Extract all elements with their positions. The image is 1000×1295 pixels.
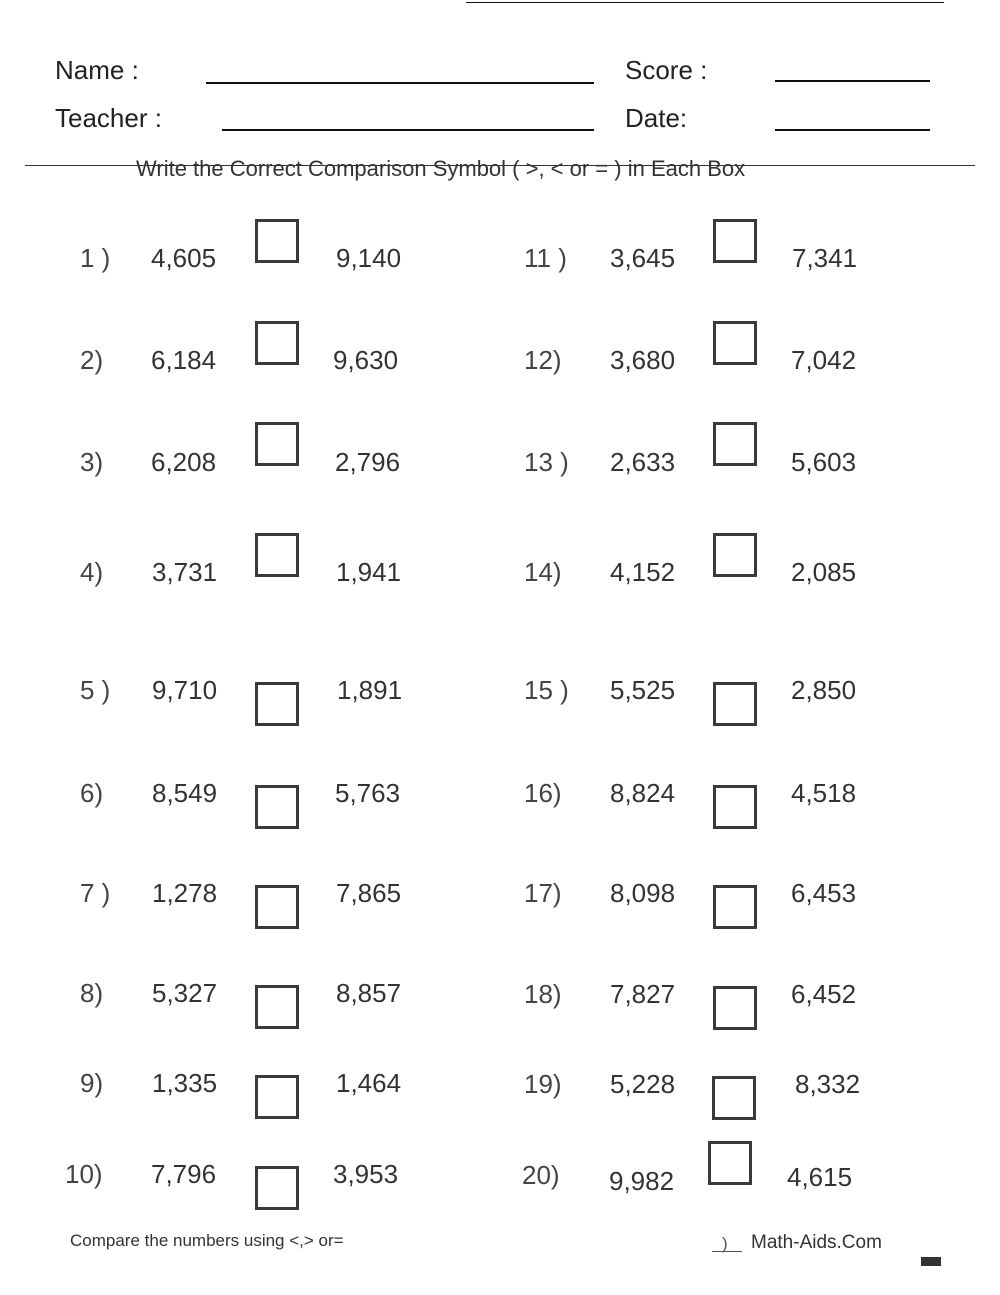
left-number: 2,633 [610,447,676,477]
left-number: 8,098 [610,878,676,908]
left-number: 9,982 [609,1166,675,1196]
answer-box[interactable] [713,219,757,263]
left-number: 8,549 [152,778,218,808]
left-number: 6,184 [151,345,217,375]
problem-number: 10) [65,1159,103,1189]
answer-box[interactable] [255,219,299,263]
problem-number: 14) [524,557,562,587]
problem-number: 8) [80,978,104,1008]
answer-box[interactable] [255,533,299,577]
left-number: 5,327 [152,978,218,1008]
answer-box[interactable] [713,986,757,1030]
problem-number: 1 ) [80,243,111,273]
right-number: 3,953 [333,1159,399,1189]
problem-number: 13 ) [524,447,569,477]
left-number: 8,824 [610,778,676,808]
left-number: 6,208 [151,447,217,477]
left-number: 1,335 [152,1068,218,1098]
left-number: 7,827 [610,979,676,1009]
problem-number: 11 ) [524,243,567,273]
problem-number: 18) [524,979,562,1009]
left-number: 3,680 [610,345,676,375]
footer-note: Compare the numbers using <,> or= [70,1231,344,1250]
answer-box[interactable] [255,1075,299,1119]
right-number: 5,763 [335,778,401,808]
answer-box[interactable] [255,985,299,1029]
answer-box[interactable] [255,422,299,466]
answer-box[interactable] [713,682,757,726]
right-number: 5,603 [791,447,857,477]
left-number: 4,605 [151,243,217,273]
left-number: 9,710 [152,675,218,705]
right-number: 8,332 [795,1069,861,1099]
corner-mark [921,1257,941,1266]
right-number: 7,341 [792,243,858,273]
left-number: 4,152 [610,557,676,587]
answer-box[interactable] [255,682,299,726]
right-number: 7,042 [791,345,857,375]
answer-box[interactable] [255,1166,299,1210]
answer-box[interactable] [255,885,299,929]
right-number: 6,453 [791,878,857,908]
right-number: 1,891 [337,675,403,705]
answer-box[interactable] [713,885,757,929]
right-number: 9,630 [333,345,399,375]
brand-name: Math-Aids.Com [751,1232,882,1253]
right-number: 2,796 [335,447,401,477]
problem-number: 9) [80,1068,104,1098]
brand-underline [712,1251,742,1252]
answer-box[interactable] [255,321,299,365]
problem-number: 19) [524,1069,562,1099]
problem-number: 5 ) [80,675,111,705]
right-number: 1,464 [336,1068,402,1098]
name-label: Name : [55,55,139,85]
answer-box[interactable] [708,1141,752,1185]
right-number: 7,865 [336,878,402,908]
problem-number: 12) [524,345,562,375]
problem-number: 3) [80,447,104,477]
answer-box[interactable] [713,321,757,365]
problem-number: 17) [524,878,562,908]
left-number: 5,525 [610,675,676,705]
answer-box[interactable] [255,785,299,829]
problem-number: 15 ) [524,675,569,705]
right-number: 9,140 [336,243,402,273]
right-number: 6,452 [791,979,857,1009]
answer-box[interactable] [713,533,757,577]
problem-number: 20) [522,1160,560,1190]
top-rule [466,2,944,3]
score-label: Score : [625,55,708,85]
right-number: 2,850 [791,675,857,705]
teacher-label: Teacher : [55,103,162,133]
date-label: Date: [625,103,688,133]
right-number: 1,941 [336,557,402,587]
brand-mark: ) [722,1234,728,1253]
problem-number: 6) [80,778,104,808]
left-number: 3,645 [610,243,676,273]
instructions: Write the Correct Comparison Symbol ( >, < or = ) in Each Box [136,156,746,181]
answer-box[interactable] [713,422,757,466]
left-number: 5,228 [610,1069,676,1099]
right-number: 4,615 [787,1162,853,1192]
problem-number: 7 ) [80,878,111,908]
right-number: 8,857 [336,978,402,1008]
left-number: 3,731 [152,557,218,587]
date-field[interactable] [775,129,930,131]
right-number: 4,518 [791,778,857,808]
teacher-field[interactable] [222,129,594,131]
problem-number: 2) [80,345,104,375]
problem-number: 16) [524,778,562,808]
problem-number: 4) [80,557,104,587]
name-field[interactable] [206,82,594,84]
answer-box[interactable] [713,785,757,829]
answer-box[interactable] [712,1076,756,1120]
left-number: 7,796 [151,1159,217,1189]
left-number: 1,278 [152,878,218,908]
right-number: 2,085 [791,557,857,587]
score-field[interactable] [775,80,930,82]
